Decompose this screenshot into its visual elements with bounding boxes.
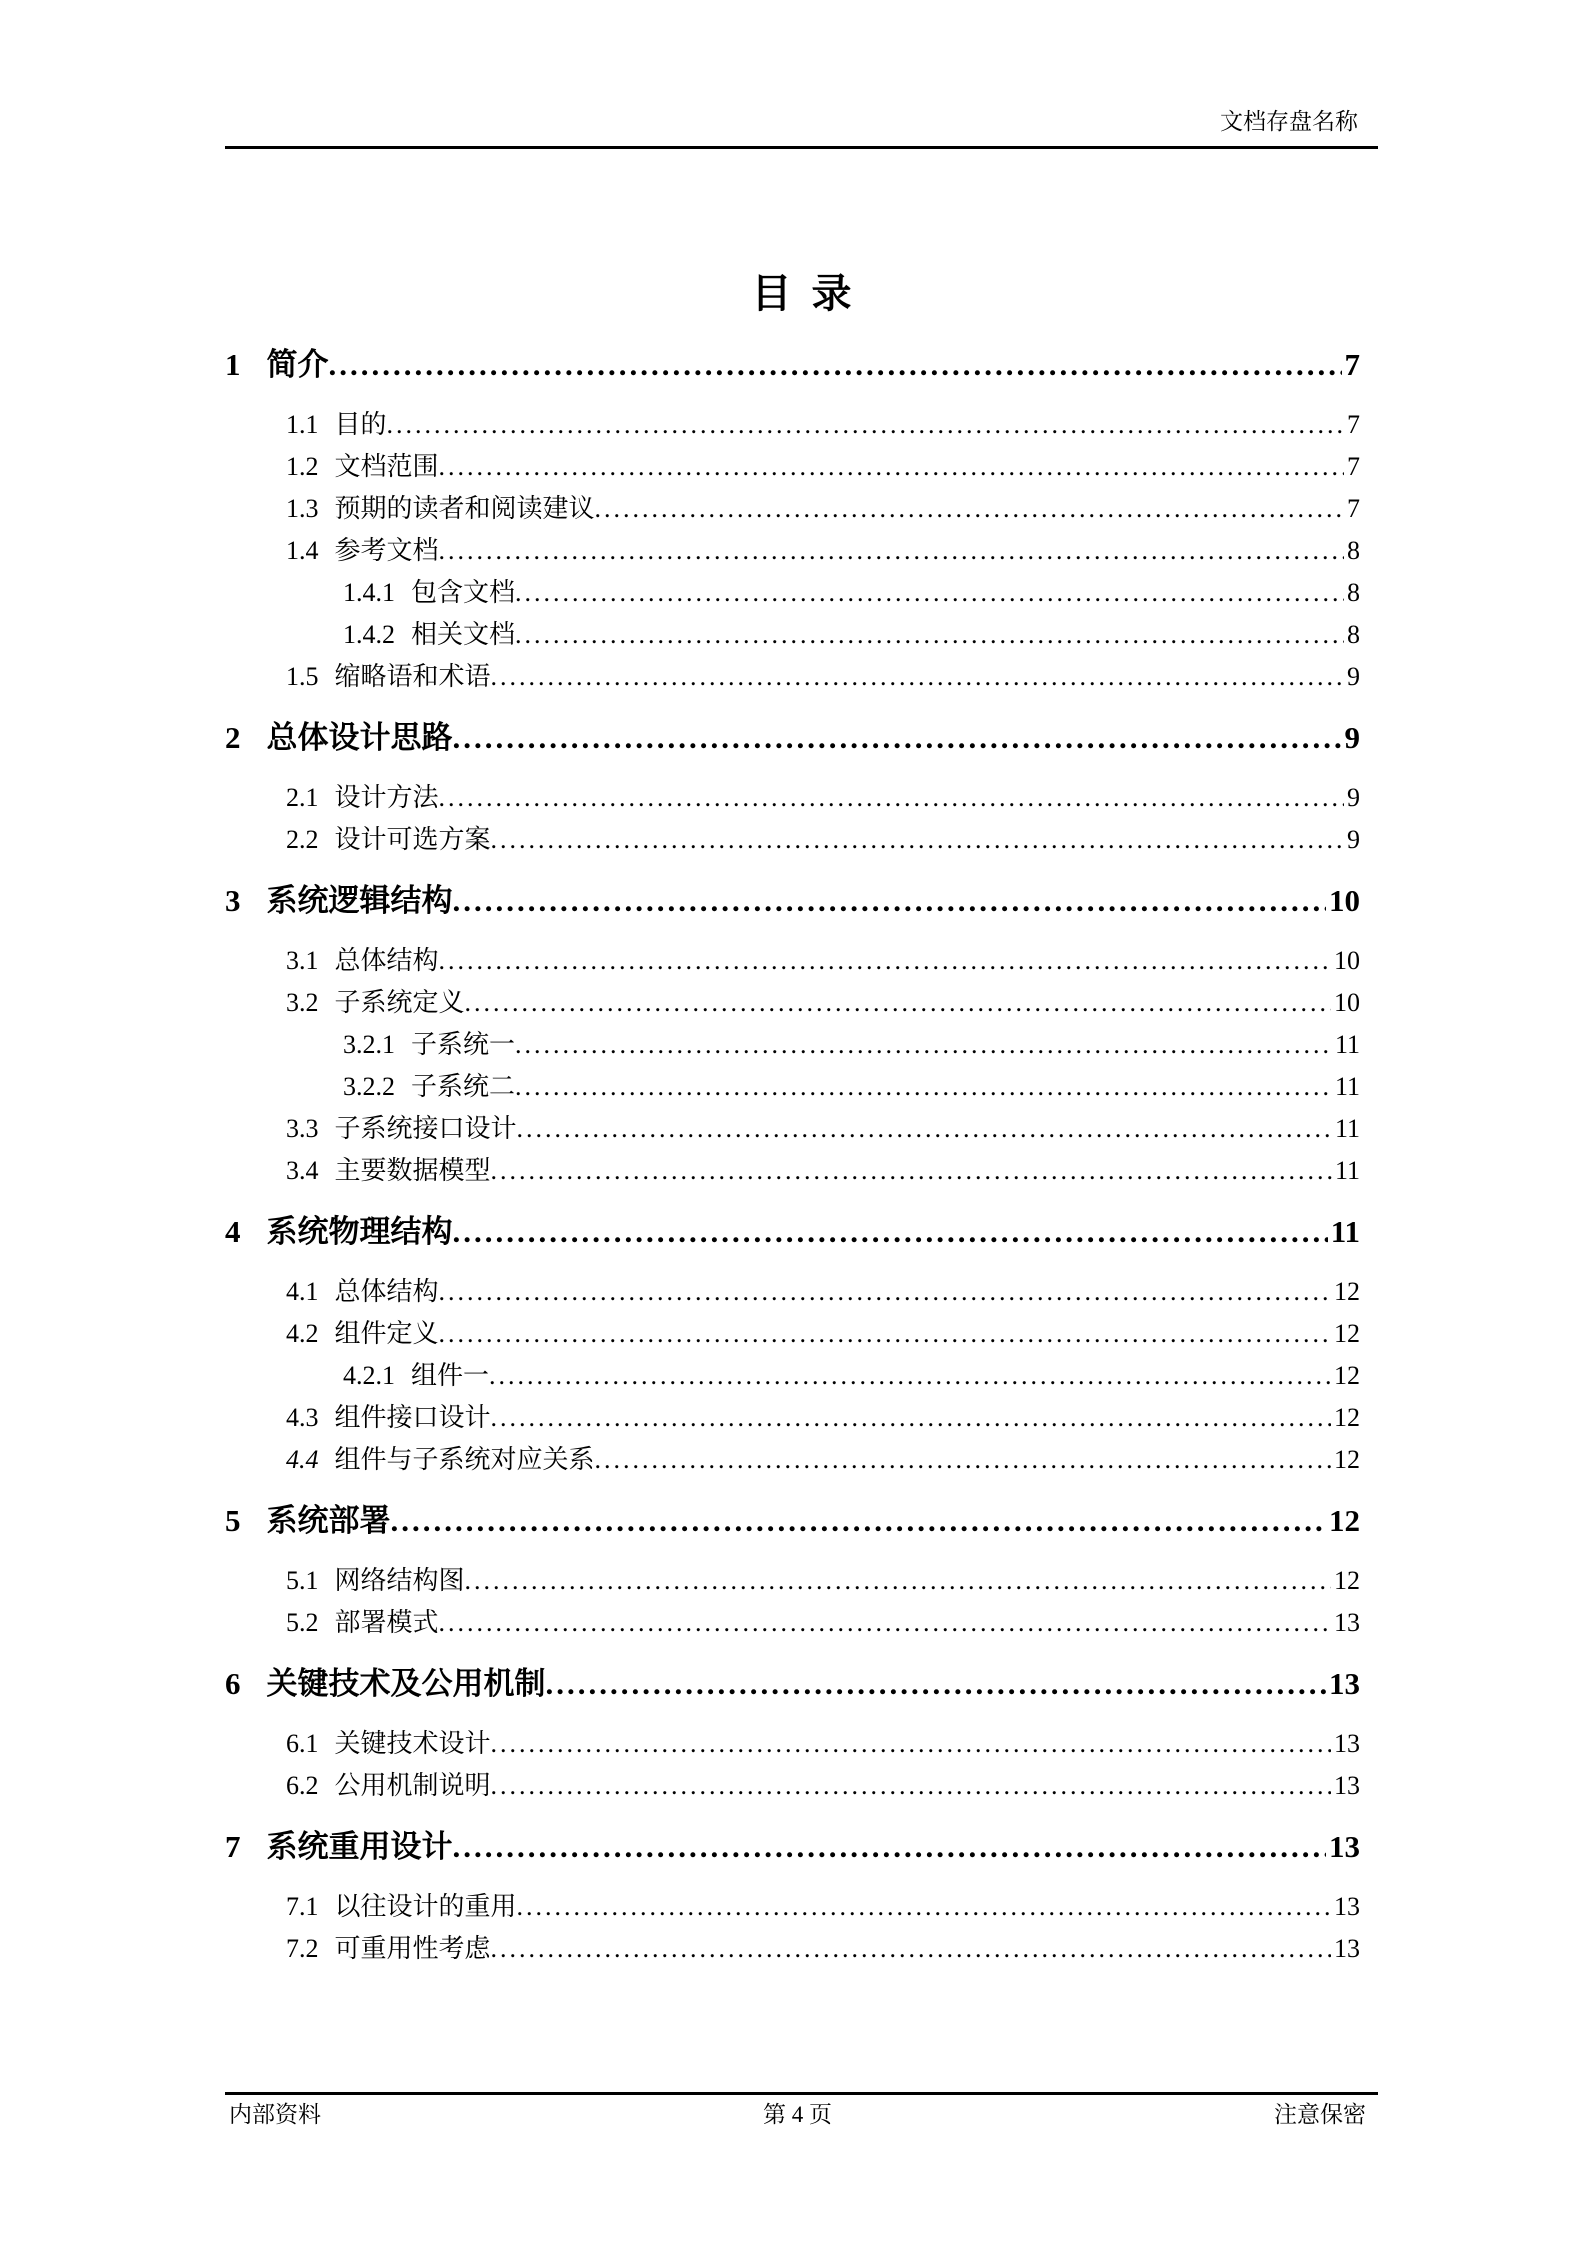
toc-entry-label: 总体设计思路 — [266, 720, 453, 755]
footer-rule — [225, 2092, 1378, 2095]
toc-entry — [286, 1150, 1378, 1192]
toc-entry — [343, 572, 1378, 614]
toc-entry-number: 4 — [225, 1214, 241, 1249]
toc-entry — [286, 488, 1378, 530]
toc-entry — [343, 614, 1378, 656]
toc-entry-number: 1.1 — [286, 410, 319, 439]
toc-entry-label: 系统物理结构 — [266, 1214, 453, 1249]
toc-entry-number: 3.2.2 — [343, 1072, 395, 1101]
toc-entry-label: 子系统接口设计 — [334, 1114, 517, 1143]
dot-leader — [491, 1723, 1331, 1765]
toc-entry-page: 13 — [1329, 1829, 1360, 1864]
toc-entry-page: 12 — [1334, 1403, 1360, 1432]
toc-entry-label: 相关文档 — [411, 620, 516, 649]
dot-leader — [391, 1501, 1327, 1541]
toc-entry-page: 10 — [1329, 883, 1360, 918]
dot-leader — [439, 1313, 1331, 1355]
dot-leader — [439, 446, 1344, 488]
toc-entry-page: 7 — [1347, 452, 1360, 481]
toc-entry-label: 关键技术设计 — [334, 1729, 491, 1758]
toc-entry-page: 10 — [1334, 988, 1360, 1017]
toc-entry-page: 11 — [1334, 1030, 1360, 1059]
toc-entry — [286, 940, 1378, 982]
toc-entry-label: 组件定义 — [334, 1319, 439, 1348]
toc-entry-label: 子系统二 — [411, 1072, 516, 1101]
toc-entry-page: 10 — [1334, 946, 1360, 975]
footer-classification: 内部资料 — [229, 2102, 321, 2127]
toc-entry-number: 5.2 — [286, 1608, 319, 1637]
dot-leader — [491, 656, 1344, 698]
toc-entry-page: 12 — [1334, 1277, 1360, 1306]
toc-entry-number: 3 — [225, 883, 241, 918]
toc-entry — [286, 404, 1378, 446]
toc-entry-number: 1.4.1 — [343, 578, 395, 607]
dot-leader — [515, 1066, 1332, 1108]
dot-leader — [465, 1560, 1331, 1602]
toc-entry-page: 11 — [1334, 1114, 1360, 1143]
toc-entry — [225, 1501, 1378, 1541]
toc-entry — [286, 530, 1378, 572]
header-document-name: 文档存盘名称 — [1220, 109, 1358, 134]
toc-entry-label: 部署模式 — [334, 1608, 439, 1637]
toc-entry — [286, 1602, 1378, 1644]
toc-entry-number: 6 — [225, 1666, 241, 1701]
dot-leader — [491, 1397, 1331, 1439]
toc-entry — [286, 819, 1378, 861]
table-of-contents — [225, 248, 1378, 1970]
toc-entry-page: 13 — [1334, 1934, 1360, 1963]
toc-entry-label: 子系统一 — [411, 1030, 516, 1059]
toc-entry-number: 2.1 — [286, 783, 319, 812]
header-rule — [225, 146, 1378, 149]
toc-entry-label: 组件接口设计 — [334, 1403, 491, 1432]
dot-leader — [439, 777, 1344, 819]
toc-entry — [286, 1723, 1378, 1765]
toc-entry — [286, 1928, 1378, 1970]
toc-entry-page: 11 — [1334, 1072, 1360, 1101]
toc-entry-label: 目的 — [334, 410, 387, 439]
page-footer — [225, 2100, 1378, 2130]
dot-leader — [439, 1271, 1331, 1313]
toc-entry-page: 12 — [1334, 1566, 1360, 1595]
toc-entry — [286, 1108, 1378, 1150]
toc-entry-page: 12 — [1334, 1319, 1360, 1348]
toc-entry-label: 系统逻辑结构 — [266, 883, 453, 918]
toc-title: 目 录 — [751, 271, 852, 316]
toc-entry-page: 11 — [1334, 1156, 1360, 1185]
toc-entry — [225, 881, 1378, 921]
toc-entry-number: 7.2 — [286, 1934, 319, 1963]
toc-entry-number: 1.3 — [286, 494, 319, 523]
dot-leader — [517, 1886, 1331, 1928]
toc-entry — [286, 1313, 1378, 1355]
toc-entry-label: 设计方法 — [334, 783, 439, 812]
dot-leader — [453, 718, 1342, 758]
toc-entry-number: 4.1 — [286, 1277, 319, 1306]
dot-leader — [595, 1439, 1331, 1481]
toc-entry-page: 13 — [1329, 1666, 1360, 1701]
dot-leader — [515, 1024, 1332, 1066]
toc-entry-page: 11 — [1330, 1214, 1360, 1249]
toc-entry — [225, 1664, 1378, 1704]
toc-entry-label: 组件与子系统对应关系 — [334, 1445, 595, 1474]
toc-entry-number: 1.4 — [286, 536, 319, 565]
toc-entry — [343, 1066, 1378, 1108]
dot-leader — [439, 940, 1331, 982]
dot-leader — [491, 1928, 1331, 1970]
toc-entry-page: 8 — [1347, 620, 1360, 649]
toc-entry-number: 1.2 — [286, 452, 319, 481]
toc-entry-label: 子系统定义 — [334, 988, 465, 1017]
toc-entry-label: 文档范围 — [334, 452, 439, 481]
toc-entry — [286, 1560, 1378, 1602]
dot-leader — [491, 819, 1344, 861]
toc-entry-number: 1.4.2 — [343, 620, 395, 649]
toc-entry — [286, 446, 1378, 488]
dot-leader — [453, 1212, 1328, 1252]
toc-entry — [286, 1439, 1378, 1481]
toc-entry-number: 3.2 — [286, 988, 319, 1017]
toc-entry-number: 3.1 — [286, 946, 319, 975]
toc-entry-label: 总体结构 — [334, 946, 439, 975]
toc-entry — [286, 1886, 1378, 1928]
toc-entry — [225, 1212, 1378, 1252]
toc-entry-number: 3.3 — [286, 1114, 319, 1143]
dot-leader — [595, 488, 1344, 530]
toc-entry-label: 简介 — [266, 347, 329, 382]
toc-entry-label: 缩略语和术语 — [334, 662, 491, 691]
dot-leader — [546, 1664, 1327, 1704]
toc-list — [225, 345, 1378, 1970]
toc-entry-page: 7 — [1344, 347, 1360, 382]
toc-entry-label: 可重用性考虑 — [334, 1934, 491, 1963]
dot-leader — [387, 404, 1344, 446]
toc-entry-page: 13 — [1334, 1892, 1360, 1921]
toc-entry-page: 7 — [1347, 494, 1360, 523]
toc-entry — [225, 345, 1378, 385]
dot-leader — [489, 1355, 1331, 1397]
toc-entry-label: 关键技术及公用机制 — [266, 1666, 546, 1701]
dot-leader — [453, 1827, 1327, 1867]
toc-entry-label: 系统部署 — [266, 1503, 391, 1538]
toc-entry-label: 预期的读者和阅读建议 — [334, 494, 595, 523]
toc-entry-label: 主要数据模型 — [334, 1156, 491, 1185]
toc-entry-page: 9 — [1347, 662, 1360, 691]
toc-entry-page: 12 — [1334, 1445, 1360, 1474]
dot-leader — [329, 345, 1342, 385]
toc-entry-label: 参考文档 — [334, 536, 439, 565]
dot-leader — [491, 1150, 1332, 1192]
dot-leader — [517, 1108, 1332, 1150]
toc-entry-number: 7 — [225, 1829, 241, 1864]
toc-entry-number: 1.5 — [286, 662, 319, 691]
toc-entry-number: 4.2 — [286, 1319, 319, 1348]
toc-entry-label: 网络结构图 — [334, 1566, 465, 1595]
toc-entry-label: 公用机制说明 — [334, 1771, 491, 1800]
toc-entry-number: 4.3 — [286, 1403, 319, 1432]
toc-entry-number: 2.2 — [286, 825, 319, 854]
footer-page-number: 第 4 页 — [763, 2102, 832, 2127]
toc-entry-number: 7.1 — [286, 1892, 319, 1921]
toc-entry-number: 5.1 — [286, 1566, 319, 1595]
toc-entry-number: 5 — [225, 1503, 241, 1538]
toc-entry-page: 12 — [1334, 1361, 1360, 1390]
toc-entry-page: 9 — [1344, 720, 1360, 755]
toc-entry-number: 4.2.1 — [343, 1361, 395, 1390]
page-header — [225, 106, 1378, 138]
toc-entry — [343, 1024, 1378, 1066]
toc-entry-page: 13 — [1334, 1729, 1360, 1758]
dot-leader — [491, 1765, 1331, 1807]
dot-leader — [453, 881, 1327, 921]
toc-entry-page: 13 — [1334, 1771, 1360, 1800]
toc-entry-number: 4.4 — [286, 1445, 319, 1474]
toc-entry-number: 3.4 — [286, 1156, 319, 1185]
toc-entry-number: 3.2.1 — [343, 1030, 395, 1059]
toc-entry-page: 8 — [1347, 578, 1360, 607]
toc-entry-page: 9 — [1347, 783, 1360, 812]
toc-entry-label: 设计可选方案 — [334, 825, 491, 854]
toc-entry — [343, 1355, 1378, 1397]
dot-leader — [515, 572, 1344, 614]
toc-entry-page: 9 — [1347, 825, 1360, 854]
toc-entry-number: 6.2 — [286, 1771, 319, 1800]
dot-leader — [439, 530, 1344, 572]
toc-entry-label: 系统重用设计 — [266, 1829, 453, 1864]
toc-entry-number: 2 — [225, 720, 241, 755]
toc-entry-label: 组件一 — [411, 1361, 490, 1390]
toc-entry — [286, 982, 1378, 1024]
toc-entry — [286, 656, 1378, 698]
toc-entry-page: 8 — [1347, 536, 1360, 565]
toc-entry — [286, 1765, 1378, 1807]
toc-entry-page: 7 — [1347, 410, 1360, 439]
toc-entry — [286, 777, 1378, 819]
footer-confidentiality: 注意保密 — [1274, 2102, 1366, 2127]
toc-entry-page: 12 — [1329, 1503, 1360, 1538]
toc-entry — [225, 718, 1378, 758]
toc-entry-label: 总体结构 — [334, 1277, 439, 1306]
toc-entry-label: 以往设计的重用 — [334, 1892, 517, 1921]
toc-entry-number: 6.1 — [286, 1729, 319, 1758]
dot-leader — [515, 614, 1344, 656]
toc-entry-number: 1 — [225, 347, 241, 382]
dot-leader — [439, 1602, 1331, 1644]
toc-entry — [286, 1271, 1378, 1313]
toc-entry-label: 包含文档 — [411, 578, 516, 607]
toc-entry-page: 13 — [1334, 1608, 1360, 1637]
toc-entry — [286, 1397, 1378, 1439]
dot-leader — [465, 982, 1331, 1024]
toc-entry — [225, 1827, 1378, 1867]
